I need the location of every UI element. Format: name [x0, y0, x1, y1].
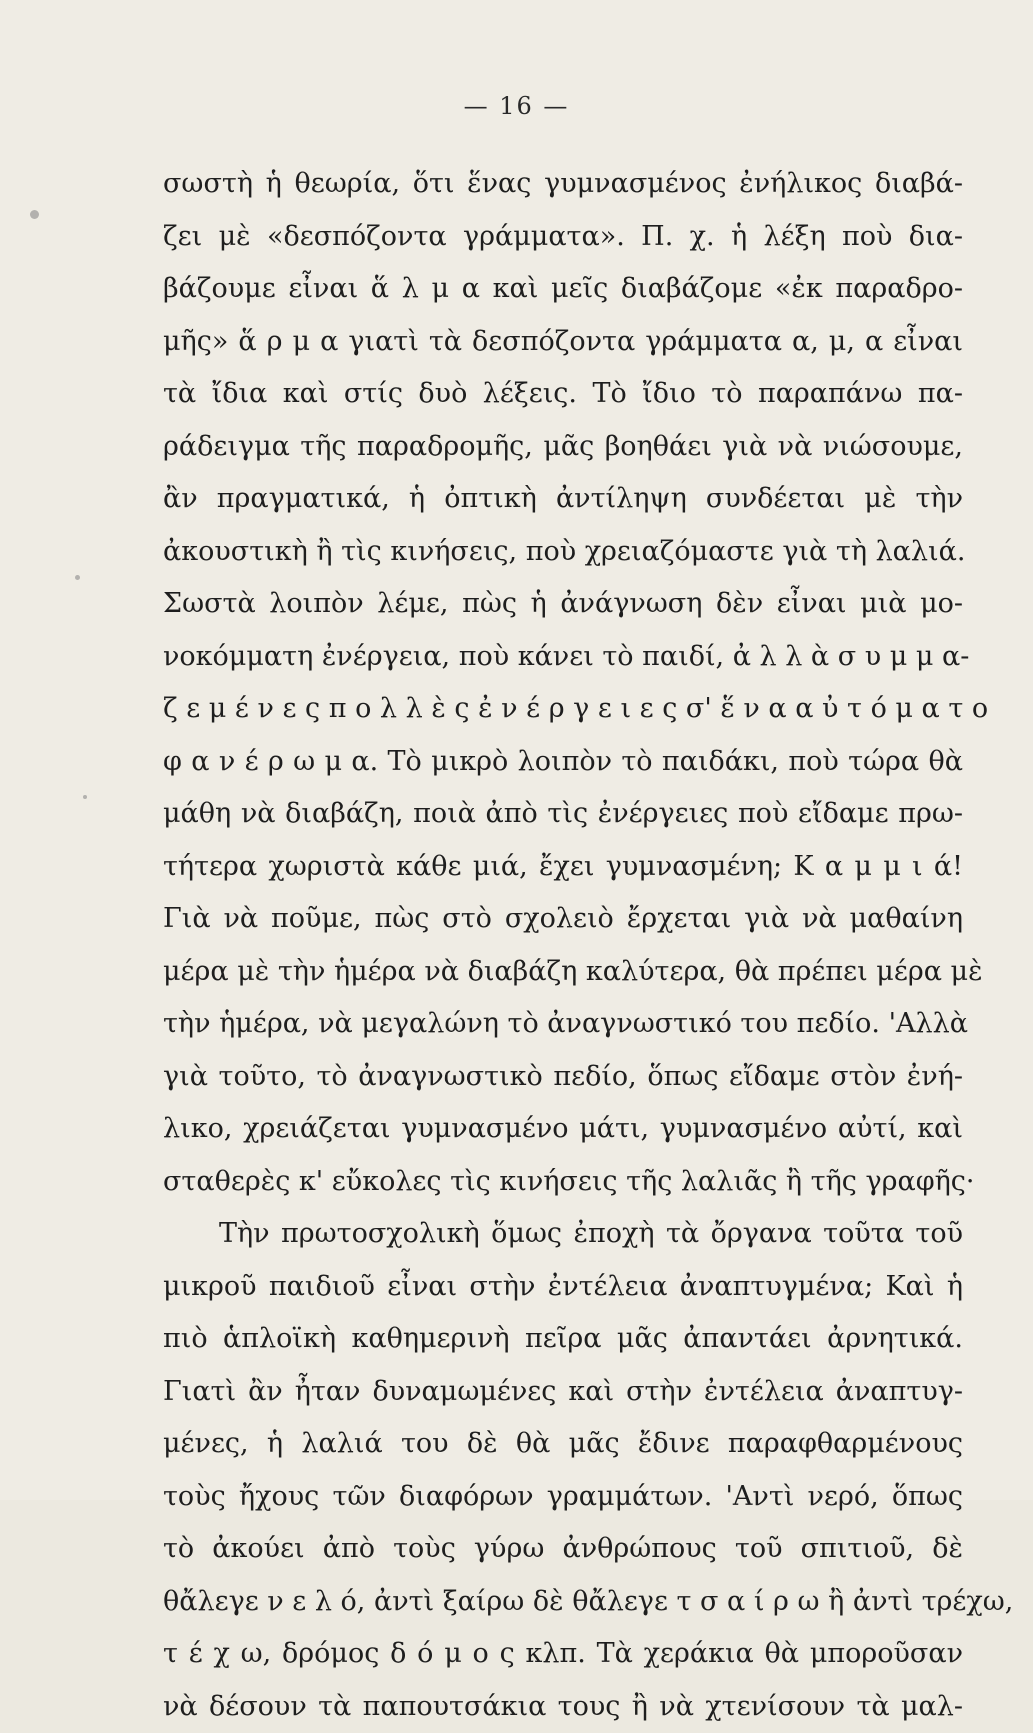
text-line: τὴν ἡμέρα, νὰ μεγαλώνη τὸ ἀναγνωστικό του πεδίο. 'Αλλὰ [163, 998, 963, 1051]
text-line: ράδειγμα τῆς παραδρομῆς, μᾶς βοηθάει γιὰ νὰ νιώσουμε, [163, 421, 963, 474]
text-line: νοκόμματη ἐνέργεια, ποὺ κάνει τὸ παιδί, ἀ λ λ ὰ σ υ μ μ α- [163, 631, 963, 684]
text-line: τὸ ἀκούει ἀπὸ τοὺς γύρω ἀνθρώπους τοῦ σπιτιοῦ, δὲ [163, 1523, 963, 1576]
text-line: γιὰ τοῦτο, τὸ ἀναγνωστικὸ πεδίο, ὅπως εἴδαμε στὸν ἐνή- [163, 1051, 963, 1104]
text-line: Σωστὰ λοιπὸν λέμε, πὼς ἡ ἀνάγνωση δὲν εἶναι μιὰ μο- [163, 578, 963, 631]
paragraph-2 [163, 1208, 963, 1733]
text-line: βάζουμε εἶναι ἅ λ μ α καὶ μεῖς διαβάζομε «ἐκ παραδρο- [163, 263, 963, 316]
text-line: τοὺς ἤχους τῶν διαφόρων γραμμάτων. 'Αντὶ νερό, ὅπως [163, 1471, 963, 1524]
text-line: σωστὴ ἡ θεωρία, ὅτι ἕνας γυμνασμένος ἐνήλικος διαβά- [163, 158, 963, 211]
text-line: μάθη νὰ διαβάζη, ποιὰ ἀπὸ τὶς ἐνέργειες ποὺ εἴδαμε πρω- [163, 788, 963, 841]
text-line: ζ ε μ έ ν ε ς π ο λ λ ὲ ς ἐ ν έ ρ γ ε ι ε ς σ' ἕ ν α α ὐ τ ό μ α τ ο [163, 683, 963, 736]
page-number: — 16 — [0, 92, 1033, 120]
text-line: ἀκουστικὴ ἢ τὶς κινήσεις, ποὺ χρειαζόμαστε γιὰ τὴ λαλιά. [163, 526, 963, 579]
text-line: Γιὰ νὰ ποῦμε, πὼς στὸ σχολειὸ ἔρχεται γιὰ νὰ μαθαίνη [163, 893, 963, 946]
paper-speck [30, 210, 39, 219]
text-line: μῆς» ἅ ρ μ α γιατὶ τὰ δεσπόζοντα γράμματα α, μ, α εἶναι [163, 316, 963, 369]
text-line: τὰ ἴδια καὶ στίς δυὸ λέξεις. Τὸ ἴδιο τὸ παραπάνω πα- [163, 368, 963, 421]
text-line: τήτερα χωριστὰ κάθε μιά, ἔχει γυμνασμένη; Κ α μ μ ι ά! [163, 841, 963, 894]
text-line: φ α ν έ ρ ω μ α. Τὸ μικρὸ λοιπὸν τὸ παιδάκι, ποὺ τώρα θὰ [163, 736, 963, 789]
text-line: λικο, χρειάζεται γυμνασμένο μάτι, γυμνασμένο αὐτί, καὶ [163, 1103, 963, 1156]
text-line: ζει μὲ «δεσπόζοντα γράμματα». Π. χ. ἡ λέξη ποὺ δια- [163, 211, 963, 264]
text-line: τ έ χ ω, δρόμος δ ό μ ο ς κλπ. Τὰ χεράκια θὰ μποροῦσαν [163, 1628, 963, 1681]
paper-speck [83, 795, 87, 799]
paper-speck [75, 575, 80, 580]
text-line: μικροῦ παιδιοῦ εἶναι στὴν ἐντέλεια ἀναπτυγμένα; Καὶ ἡ [163, 1261, 963, 1314]
text-line: Τὴν πρωτοσχολικὴ ὅμως ἐποχὴ τὰ ὄργανα τοῦτα τοῦ [163, 1208, 963, 1261]
paragraph-1 [163, 158, 963, 1208]
text-line: πιὸ ἁπλοϊκὴ καθημερινὴ πεῖρα μᾶς ἀπαντάει ἀρνητικά. [163, 1313, 963, 1366]
text-line: νὰ δέσουν τὰ παπουτσάκια τους ἢ νὰ χτενίσουν τὰ μαλ- [163, 1681, 963, 1733]
body-text [163, 158, 963, 1733]
text-line: σταθερὲς κ' εὔκολες τὶς κινήσεις τῆς λαλιᾶς ἢ τῆς γραφῆς· [163, 1156, 963, 1209]
text-line: μένες, ἡ λαλιά του δὲ θὰ μᾶς ἔδινε παραφθαρμένους [163, 1418, 963, 1471]
text-line: ἂν πραγματικά, ἡ ὀπτικὴ ἀντίληψη συνδέεται μὲ τὴν [163, 473, 963, 526]
text-line: Γιατὶ ἂν ἦταν δυναμωμένες καὶ στὴν ἐντέλεια ἀναπτυγ- [163, 1366, 963, 1419]
text-line: θἄλεγε ν ε λ ό, ἀντὶ ξαίρω δὲ θἄλεγε τ σ α ί ρ ω ἢ ἀντὶ τρέχω, [163, 1576, 963, 1629]
text-line: μέρα μὲ τὴν ἡμέρα νὰ διαβάζη καλύτερα, θὰ πρέπει μέρα μὲ [163, 946, 963, 999]
